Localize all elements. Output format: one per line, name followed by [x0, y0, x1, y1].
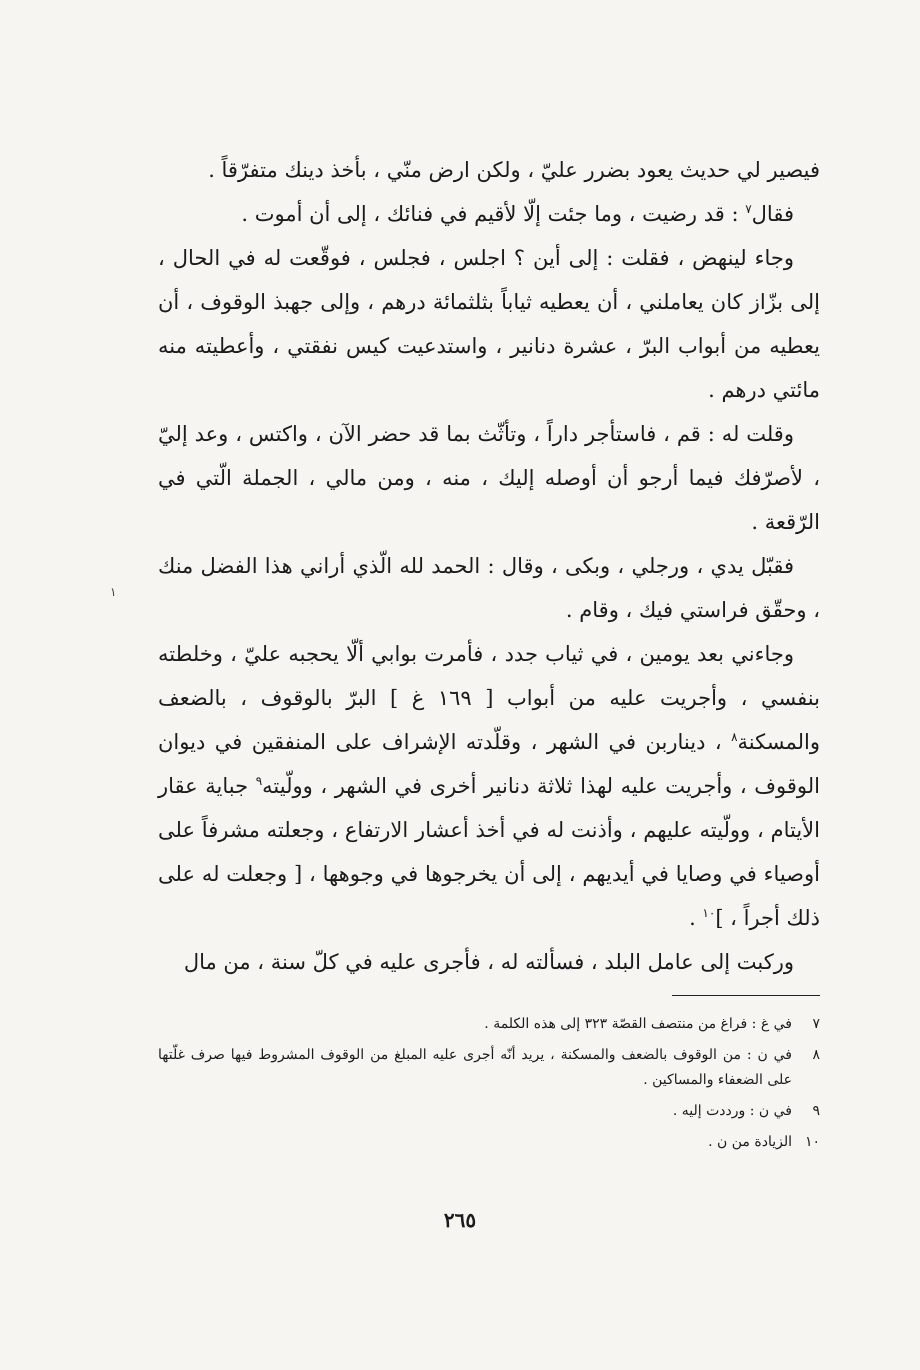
footnote-text: في غ : فراغ من منتصف القصّة ٣٢٣ إلى هذه الكلمة .	[484, 1016, 792, 1032]
footnote-number: ١٠	[804, 1134, 820, 1150]
text-segment: فيصير لي حديث يعود بضرر عليّ ، ولكن ارض منّي ، بأخذ دينك متفرّقاً .	[208, 158, 820, 182]
footnote	[158, 1012, 820, 1037]
footnote-number: ٨	[812, 1047, 820, 1063]
footnote	[158, 1099, 820, 1124]
footnote-number: ٧	[812, 1016, 820, 1032]
text-segment: فقال	[751, 202, 794, 226]
text-segment: جباية عقار الأيتام ، وولّيته عليهم ، وأذنت له في أخذ أعشار الارتفاع ، وجعلته مشرفاً على أوصياء في وصايا في أيديهم ، إلى أن يخرجوها في وجوهها ، [ وجعلت له على ذلك أجراً ، ]	[158, 774, 820, 930]
footnote-text: في ن : من الوقوف بالضعف والمسكنة ، يريد أنّه أجرى عليه المبلغ من الوقوف المشروط فيها صرف غلّتها على الضعفاء والمساكين .	[158, 1047, 792, 1088]
text-segment: فقبّل يدي ، ورجلي ، وبكى ، وقال : الحمد لله الّذي أراني هذا الفضل منك ، وحقّق فراستي فيك ، وقام .	[158, 554, 820, 622]
text-segment: وقلت له : قم ، فاستأجر داراً ، وتأثّث بما قد حضر الآن ، واكتس ، وعد إليّ ، لأصرّفك فيما أرجو أن أوصله إليك ، منه ، ومن مالي ، الجملة الّتي في الرّقعة .	[158, 422, 820, 534]
paragraph	[158, 412, 820, 544]
paragraph	[158, 192, 820, 236]
footnote	[158, 1043, 820, 1093]
paragraph	[158, 940, 820, 984]
footnotes	[158, 1012, 820, 1161]
text-segment: وركبت إلى عامل البلد ، فسألته له ، فأجرى عليه في كلّ سنة ، من مال	[183, 950, 794, 974]
paragraph	[158, 632, 820, 940]
footnote-marker: ٨	[731, 730, 738, 744]
text-segment: .	[689, 906, 703, 930]
main-text	[158, 148, 820, 984]
footnote-text: في ن : ورددت إليه .	[672, 1103, 792, 1119]
text-segment: وجاء لينهض ، فقلت : إلى أين ؟ اجلس ، فجلس ، فوقّعت له في الحال ، إلى بزّاز كان يعاملني ، أن يعطيه ثياباً بثلثمائة درهم ، وإلى جهبذ الوقوف ، أن يعطيه من أبواب البرّ ، عشرة دنانير ، واستدعيت كيس نفقتي ، وأعطيته منه مائتي درهم .	[158, 246, 821, 402]
footnote-marker: ١٠	[702, 906, 716, 920]
paragraph	[158, 148, 820, 192]
text-segment: : قد رضيت ، وما جئت إلّا لأقيم في فنائك ، إلى أن أموت .	[241, 202, 746, 226]
paragraph	[158, 544, 820, 632]
footnote-marker: ٩	[255, 774, 263, 788]
page-number: ٢٦٥	[443, 1208, 477, 1232]
text-segment: ، ديناربن في الشهر ، وقلّدته الإشراف على المنفقين في ديوان الوقوف ، وأجريت عليه لهذا ثلاثة دنانير أخرى في الشهر ، وولّيته	[158, 730, 820, 798]
text-segment: وجاءني بعد يومين ، في ثياب جدد ، فأمرت بوابي ألّا يحجبه عليّ ، وخلطته بنفسي ، وأجريت عليه من أبواب [ ١٦٩ غ ] البرّ بالوقوف ، بالضعف والمسكنة	[158, 642, 820, 754]
footnote-marker: ٧	[745, 202, 752, 216]
margin-mark: ١	[110, 585, 117, 599]
footnote-number: ٩	[812, 1103, 820, 1119]
footnote	[158, 1130, 820, 1155]
footnote-separator	[672, 995, 820, 996]
paragraph	[158, 236, 820, 412]
footnote-text: الزيادة من ن .	[708, 1134, 792, 1150]
